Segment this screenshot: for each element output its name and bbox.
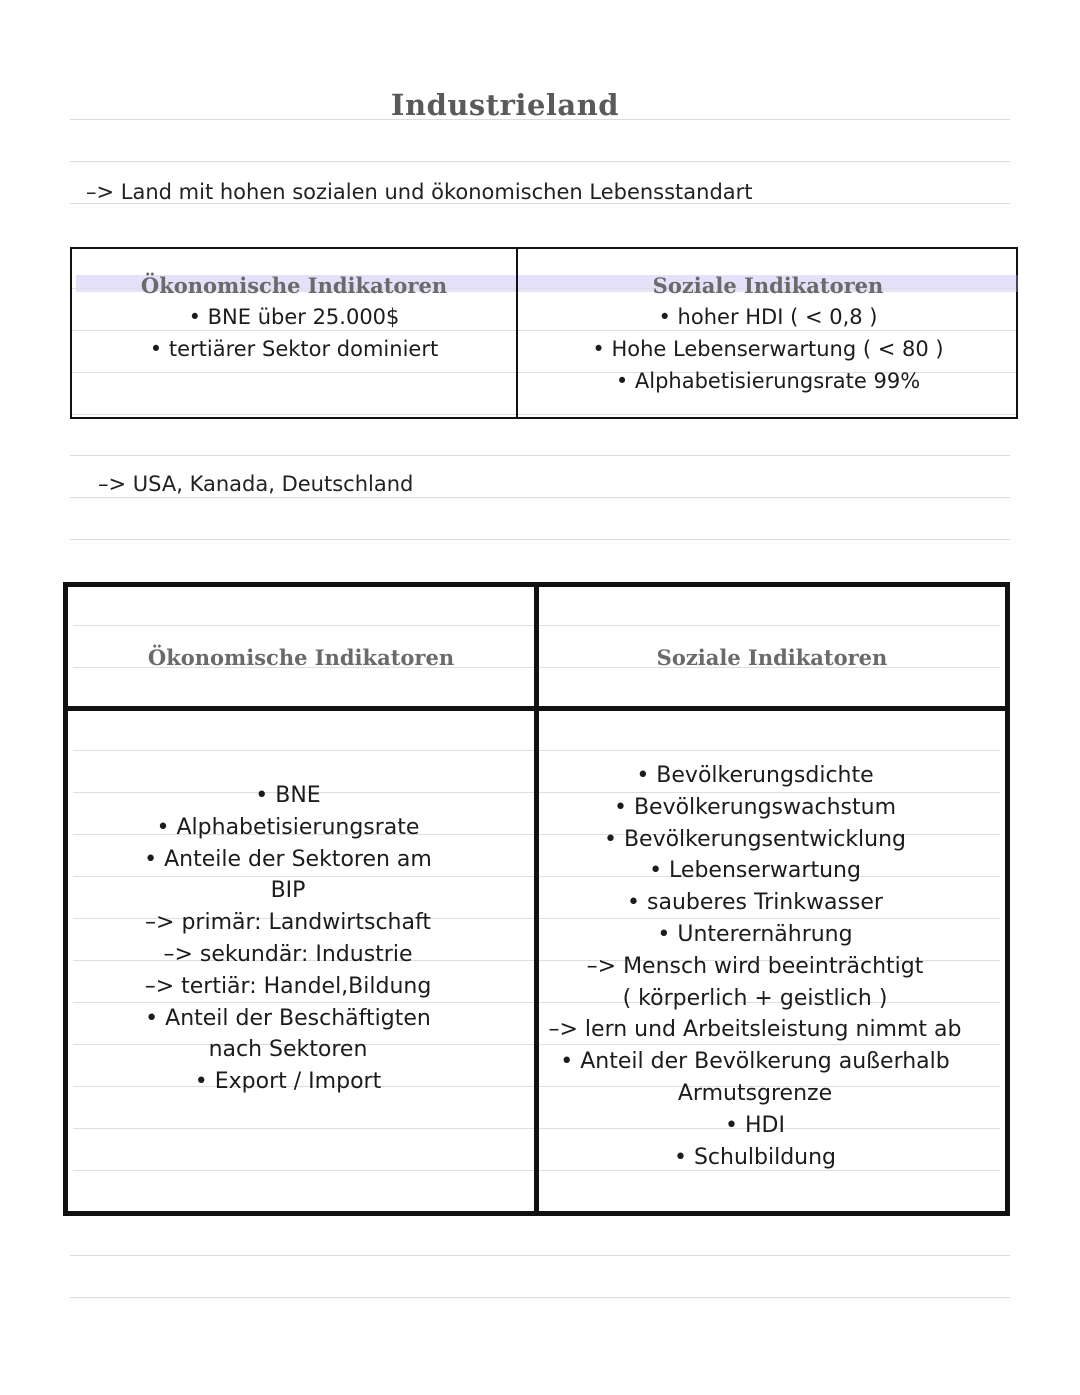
list-item: • BNE über 25.000$: [188, 305, 400, 329]
economic-indicators-list: [68, 780, 508, 1098]
list-item: –> tertiär: Handel,Bildung: [144, 973, 432, 999]
list-item: • HDI: [725, 1112, 785, 1138]
list-item: • Anteile der Sektoren am: [144, 846, 432, 872]
header-divider: [68, 706, 1005, 711]
social-header: Soziale Indikatoren: [656, 645, 888, 670]
list-item: –> lern und Arbeitsleistung nimmt ab: [548, 1017, 962, 1043]
ruled-line: [70, 539, 1010, 540]
social-indicators-column: [518, 271, 1018, 397]
list-item: BIP: [270, 878, 306, 904]
list-item: –> sekundär: Industrie: [163, 941, 413, 967]
ruled-line: [70, 1297, 1010, 1298]
ruled-line: [70, 455, 1010, 456]
list-item: • Unterernährung: [657, 921, 853, 947]
list-item: • Bevölkerungsentwicklung: [603, 826, 907, 852]
page-title: Industrieland: [390, 88, 620, 122]
ruled-line: [70, 161, 1010, 162]
definition-text: –> Land mit hohen sozialen und ökonomischen Lebensstandart: [86, 180, 753, 204]
list-item: • Anteil der Bevölkerung außerhalb: [560, 1049, 950, 1075]
list-item: • Schulbildung: [673, 1144, 837, 1170]
list-item: • Bevölkerungswachstum: [613, 794, 896, 820]
economic-indicators-column: [72, 271, 516, 365]
economic-header: Ökonomische Indikatoren: [147, 645, 455, 670]
list-item: nach Sektoren: [208, 1037, 368, 1063]
list-item: • Bevölkerungsdichte: [636, 763, 874, 788]
economic-header: Ökonomische Indikatoren: [140, 273, 448, 298]
list-item: • Export / Import: [194, 1069, 382, 1095]
list-item: • Anteil der Beschäftigten: [145, 1005, 431, 1031]
social-indicators-list: [539, 760, 971, 1173]
list-item: • BNE: [255, 783, 321, 808]
list-item: • Lebenserwartung: [649, 858, 861, 884]
list-item: • hoher HDI ( < 0,8 ): [658, 305, 878, 329]
ruled-line: [70, 497, 1010, 498]
list-item: • Hohe Lebenserwartung ( < 80 ): [592, 337, 944, 361]
summary-table: [70, 247, 1018, 419]
social-header: Soziale Indikatoren: [652, 273, 884, 298]
list-item: –> Mensch wird beeinträchtigt: [586, 953, 924, 979]
indicators-table: [63, 582, 1010, 1216]
list-item: • tertiärer Sektor dominiert: [149, 337, 439, 361]
list-item: • Alphabetisierungsrate: [156, 814, 420, 840]
ruled-line: [70, 1255, 1010, 1256]
list-item: –> primär: Landwirtschaft: [145, 910, 431, 936]
list-item: • sauberes Trinkwasser: [627, 890, 883, 916]
list-item: Armutsgrenze: [677, 1080, 833, 1106]
list-item: ( körperlich + geistlich ): [622, 985, 888, 1011]
list-item: • Alphabetisierungsrate 99%: [615, 369, 921, 393]
examples-text: –> USA, Kanada, Deutschland: [98, 472, 414, 496]
